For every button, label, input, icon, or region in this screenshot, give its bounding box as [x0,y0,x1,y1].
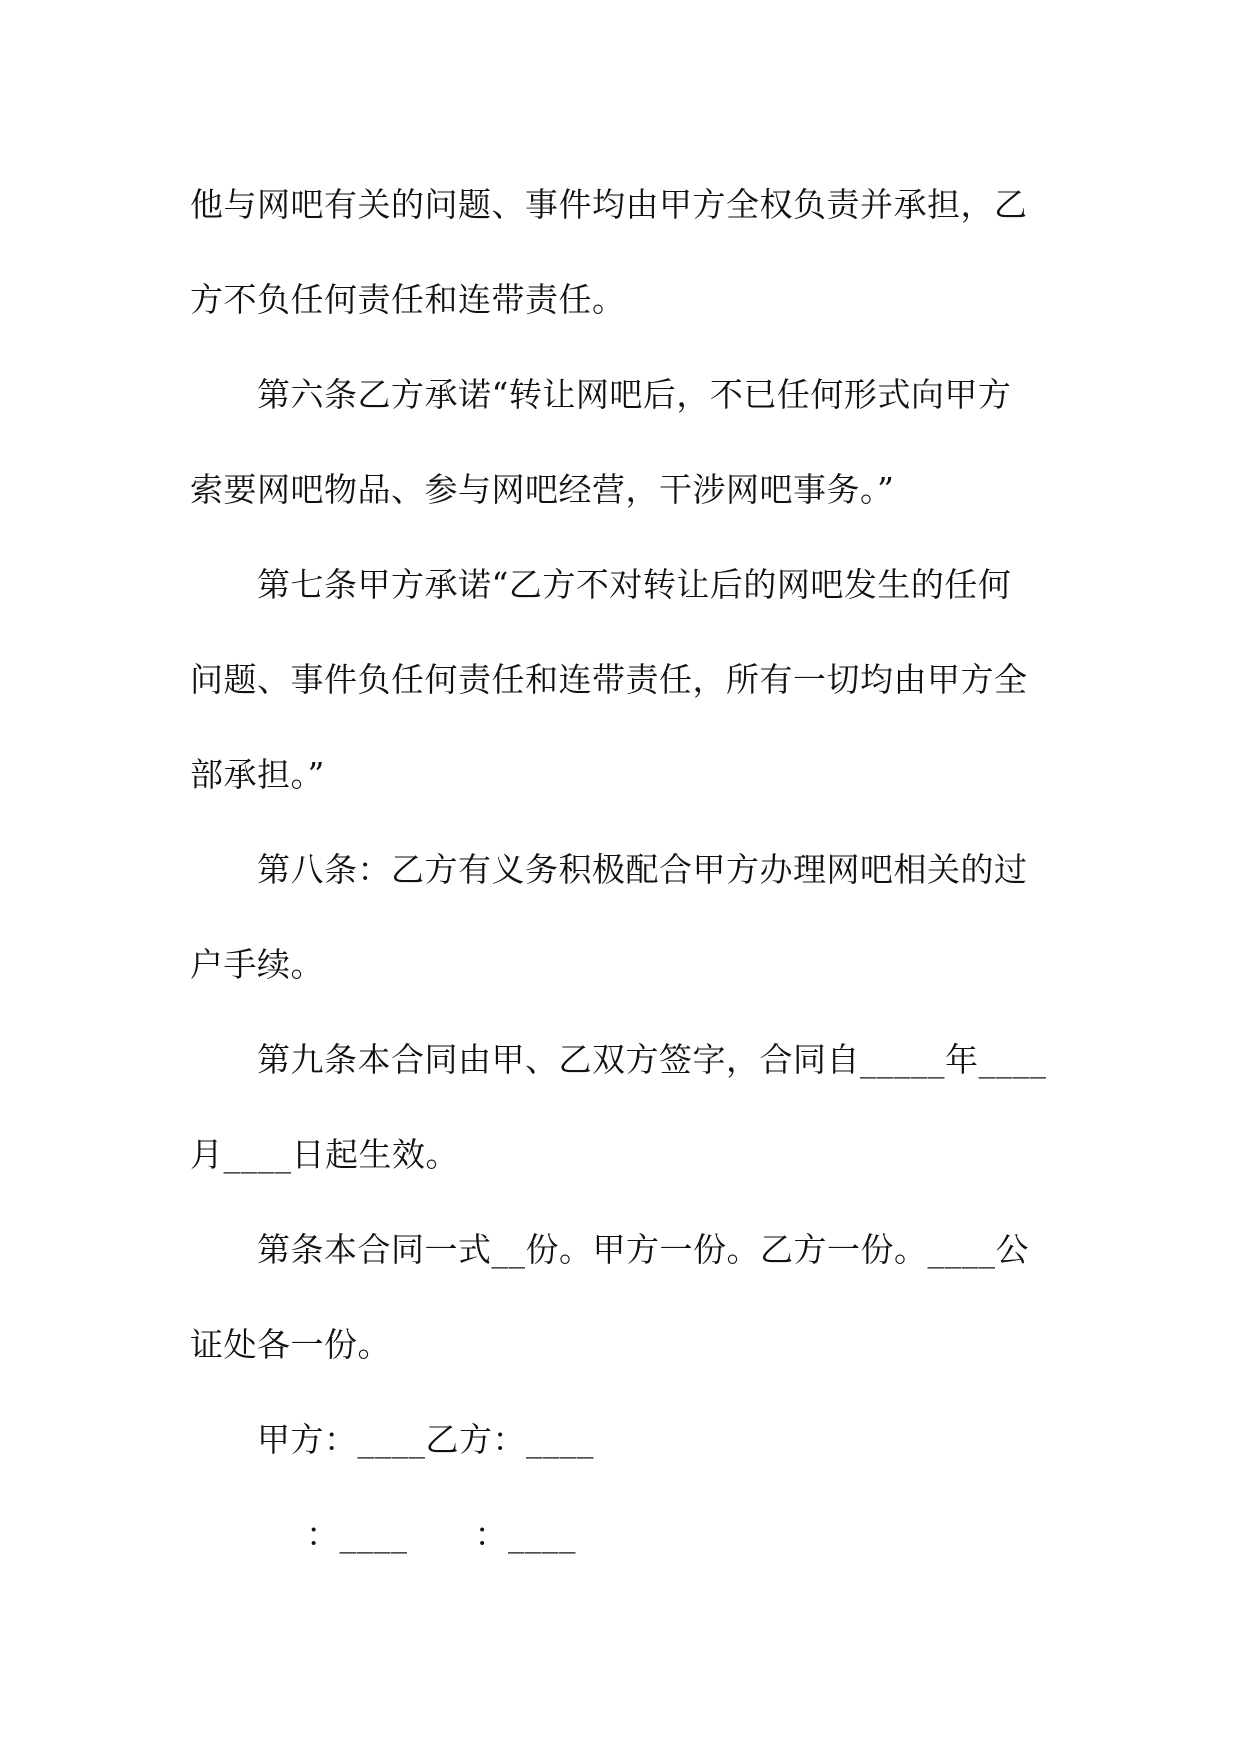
text-line: 证处各一份。 [190,1325,391,1364]
paragraph-article-10: 第条本合同一式__份。甲方一份。乙方一份。____公 [257,1230,1029,1269]
text-line: 问题、事件负任何责任和连带责任，所有一切均由甲方全 [190,660,1028,699]
paragraph-article-8: 第八条：乙方有义务积极配合甲方办理网吧相关的过 [257,850,1028,889]
signature-fields: ：____ ：____ [306,1515,576,1554]
signature-parties: 甲方：____乙方：____ [257,1420,594,1459]
text-line: 月____日起生效。 [190,1135,459,1174]
text-line: 方不负任何责任和连带责任。 [190,280,626,319]
paragraph-article-7: 第七条甲方承诺“乙方不对转让后的网吧发生的任何 [257,565,1012,604]
paragraph-article-6: 第六条乙方承诺“转让网吧后，不已任何形式向甲方 [257,375,1012,414]
text-line: 部承担。” [190,755,325,794]
text-line: 索要网吧物品、参与网吧经营，干涉网吧事务。” [190,470,895,509]
text-line: 户手续。 [190,945,324,984]
text-line: 他与网吧有关的问题、事件均由甲方全权负责并承担，乙 [190,185,1028,224]
paragraph-article-9: 第九条本合同由甲、乙双方签字，合同自_____年____ [257,1040,1047,1079]
